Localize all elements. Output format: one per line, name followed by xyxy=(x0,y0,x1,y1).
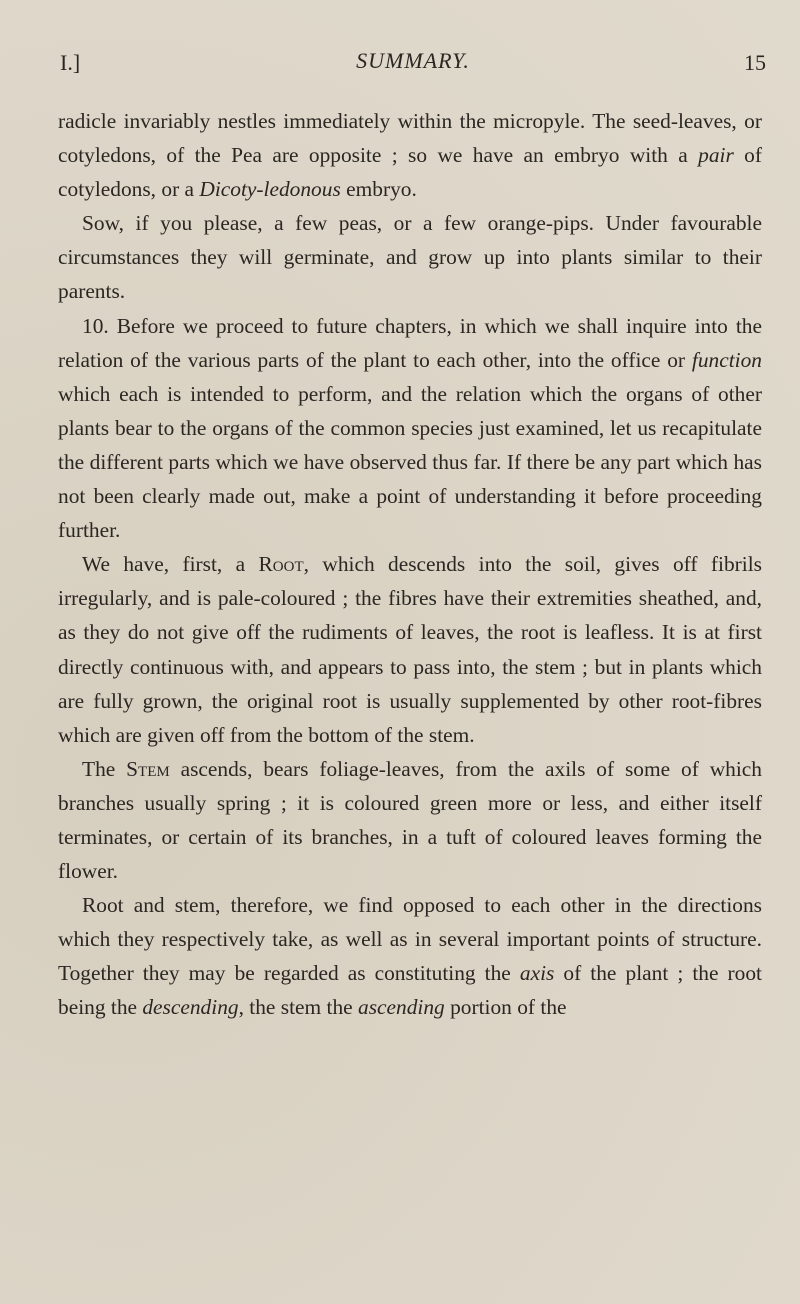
text-run: of cotyledons, or a xyxy=(58,143,762,202)
paragraph-2: Sow, if you please, a few peas, or a few orange-pips. Under favourable circumstances they will germinate, and grow up into plants similar to their parents. xyxy=(58,211,762,304)
text-run: of the plant ; the root being the xyxy=(58,961,762,1020)
paragraph-3 xyxy=(58,309,762,548)
running-header xyxy=(60,48,766,88)
text-run: radicle invariably nestles immediately within the micropyle. The seed-leaves, or cotyledons, of the Pea are opposite ; so we have an embryo with a xyxy=(58,109,762,168)
italic-term: descending xyxy=(142,995,239,1020)
chapter-marker: I.] xyxy=(60,50,81,75)
text-run: ascends, bears foliage-leaves, from the axils of some of which branches usually spring ; it is coloured green more or less, and either itself terminates, or certain of its branches, in a tuft of coloured leaves forming the flower. xyxy=(58,756,762,884)
running-title: SUMMARY. xyxy=(356,48,470,73)
italic-term: Dicoty-ledonous xyxy=(199,177,341,202)
body-text xyxy=(58,104,762,1025)
paragraph-6 xyxy=(58,888,762,1024)
text-run: , the stem the xyxy=(238,995,358,1020)
paragraph-4 xyxy=(58,547,762,752)
italic-term: ascending xyxy=(358,995,445,1020)
page-number: 15 xyxy=(744,50,766,75)
text-run: embryo. xyxy=(340,177,417,202)
text-run: portion of the xyxy=(444,995,567,1020)
italic-term: pair xyxy=(698,143,734,168)
small-caps-term: Stem xyxy=(126,756,170,781)
text-run: Root and stem, therefore, we find opposed to each other in the directions which they respectively take, as well as in several important points of structure. Together they may be regarded as constituting the xyxy=(58,893,762,986)
italic-term: function xyxy=(691,347,762,372)
paragraph-1 xyxy=(58,104,762,206)
text-run: We have, first, a xyxy=(82,552,259,577)
text-run: The xyxy=(82,756,127,781)
italic-term: axis xyxy=(519,961,555,986)
small-caps-term: Root xyxy=(258,552,304,577)
text-run: , which descends into the soil, gives off fibrils irregularly, and is pale-coloured ; the fibres have their extremities sheathed, and, as they do not give off the rudiments of leaves, the root is leafless. It is at first directly continuous with, and appears to pass into, the stem ; but in plants which are fully grown, the original root is usually supplemented by other root-fibres which are given off from the bottom of the stem. xyxy=(58,552,762,747)
text-run: 10. Before we proceed to future chapters, in which we shall inquire into the relation of the various parts of the plant to each other, into the office or xyxy=(58,313,762,372)
paragraph-5 xyxy=(58,752,762,888)
text-run: which each is intended to perform, and the relation which the organs of other plants bear to the organs of the common species just examined, let us recapitulate the different parts which we have observed thus far. If there be any part which has not been clearly made out, make a point of understanding it before proceeding further. xyxy=(58,381,762,543)
